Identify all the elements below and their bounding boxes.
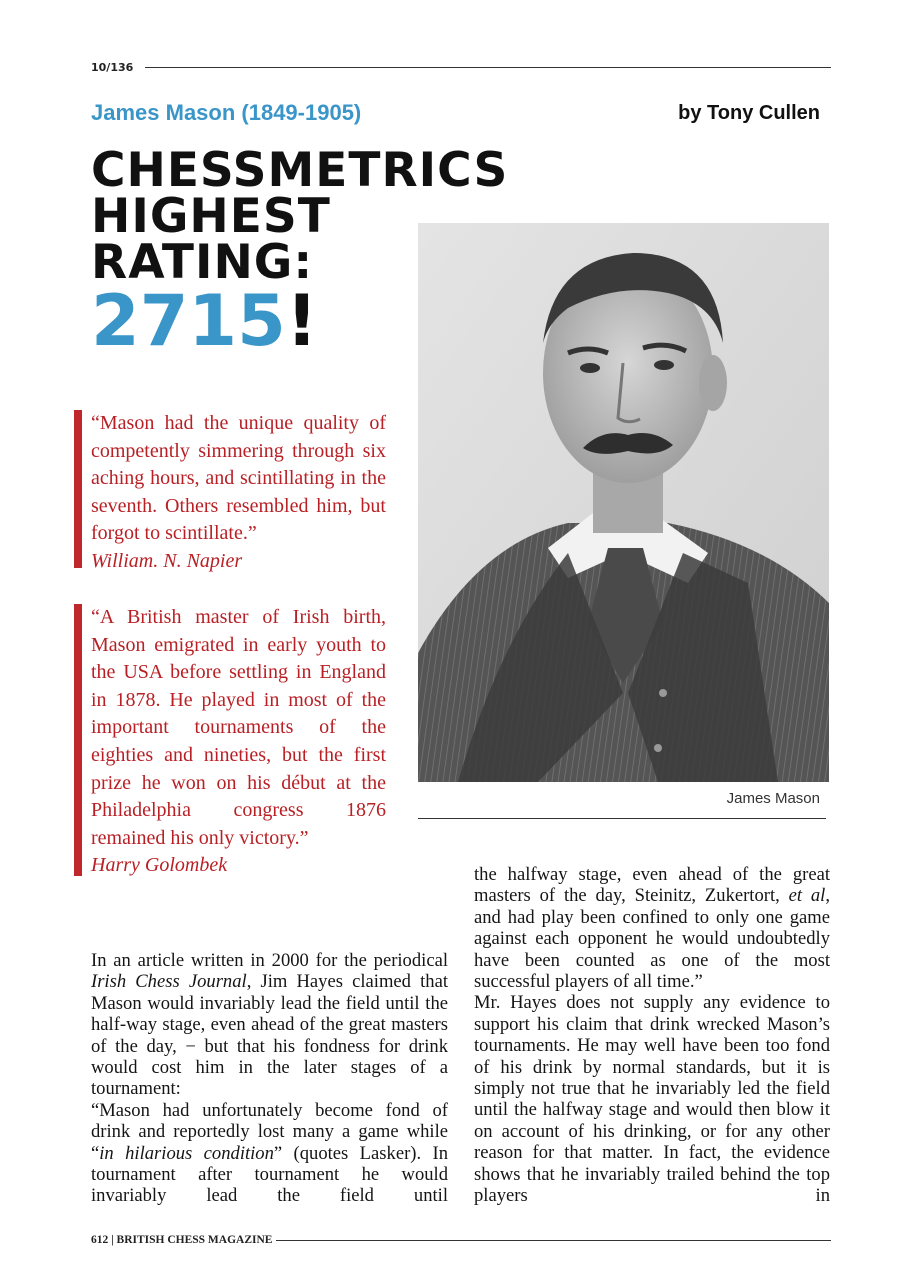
- text-run: the halfway stage, even ahead of the great masters of the day, Steinitz, Zukertort,: [474, 864, 830, 907]
- text-run: “Mason had unfortunately become fond of drink and reportedly lost many a game while “: [91, 1099, 448, 1164]
- footer-text: 612 | BRITISH CHESS MAGAZINE: [91, 1234, 273, 1246]
- text-run: , Jim Hayes claimed that Mason would invariably lead the field until the half-way stage, even ahead of the great masters of the day, − but that his fondness for drink would cost him in the later stages of a tournament:: [91, 971, 448, 1100]
- article-subtitle: James Mason (1849-1905): [91, 100, 362, 125]
- italic-run: in hilarious condition: [99, 1142, 274, 1164]
- author-byline: by Tony Cullen: [678, 102, 820, 124]
- top-header-bar: [91, 58, 831, 76]
- body-paragraph: Mr. Hayes does not supply any evidence to support his claim that drink wrecked Mason’s tournaments. He may well have been too fond of his drink by normal standards, but it is simply not true that he invariably led the field until the halfway stage and would then blow it on account of his drinking, or for any other reason for that matter. In fact, the evidence shows that he invariably trailed behind the top players in: [474, 992, 830, 1207]
- pull-quote-napier: [74, 410, 386, 572]
- page-number: 10/136: [91, 60, 134, 74]
- body-paragraph: [474, 864, 830, 992]
- quote-text: “A British master of Irish birth, Mason emigrated in early youth to the USA before settling in England in 1878. He played in most of the important tournaments of the eighties and nineties, but the first prize he won on his début at the Philadelphia congress 1876 remained his only victory.”: [91, 606, 386, 849]
- quote-attribution: William. N. Napier: [91, 549, 243, 572]
- text-run: In an article written in 2000 for the periodical: [91, 950, 448, 971]
- headline-line-3: RATING:: [91, 235, 314, 291]
- quote-accent-bar: [74, 604, 82, 876]
- headline-line-2: HIGHEST: [91, 189, 331, 245]
- portrait-photo: [418, 223, 829, 782]
- body-paragraph: [91, 950, 448, 1100]
- body-column-left: [91, 950, 448, 1207]
- portrait-illustration: [418, 223, 829, 782]
- quote-text: “Mason had the unique quality of competently simmering through six aching hours, and scintillating in the seventh. Others resembled him, but forgot to scintillate.”: [91, 412, 386, 545]
- photo-caption: James Mason: [726, 790, 820, 807]
- headline-line-1: CHESSMETRICS: [91, 143, 509, 198]
- pull-quote-golombek: [74, 604, 386, 876]
- footer-divider: [276, 1240, 831, 1241]
- italic-run: Irish Chess Journal: [91, 971, 247, 993]
- quote-attribution: Harry Golombek: [91, 854, 228, 877]
- text-run: , and had play been confined to only one game against each opponent he would undoubtedly have been counted as one of the most successful players of all time.”: [474, 885, 830, 993]
- body-column-right: [474, 864, 830, 1207]
- header-divider: [145, 67, 831, 68]
- rating-exclamation: !: [285, 280, 318, 363]
- caption-divider: [418, 818, 826, 819]
- page-footer: [91, 1233, 831, 1247]
- text-run: ” (quotes Lasker). In tournament after tournament he would invariably lead the field until: [91, 1142, 448, 1207]
- quote-accent-bar: [74, 410, 82, 568]
- italic-run: et al: [788, 885, 826, 907]
- body-paragraph: [91, 1100, 448, 1207]
- rating-number: 2715: [91, 280, 286, 363]
